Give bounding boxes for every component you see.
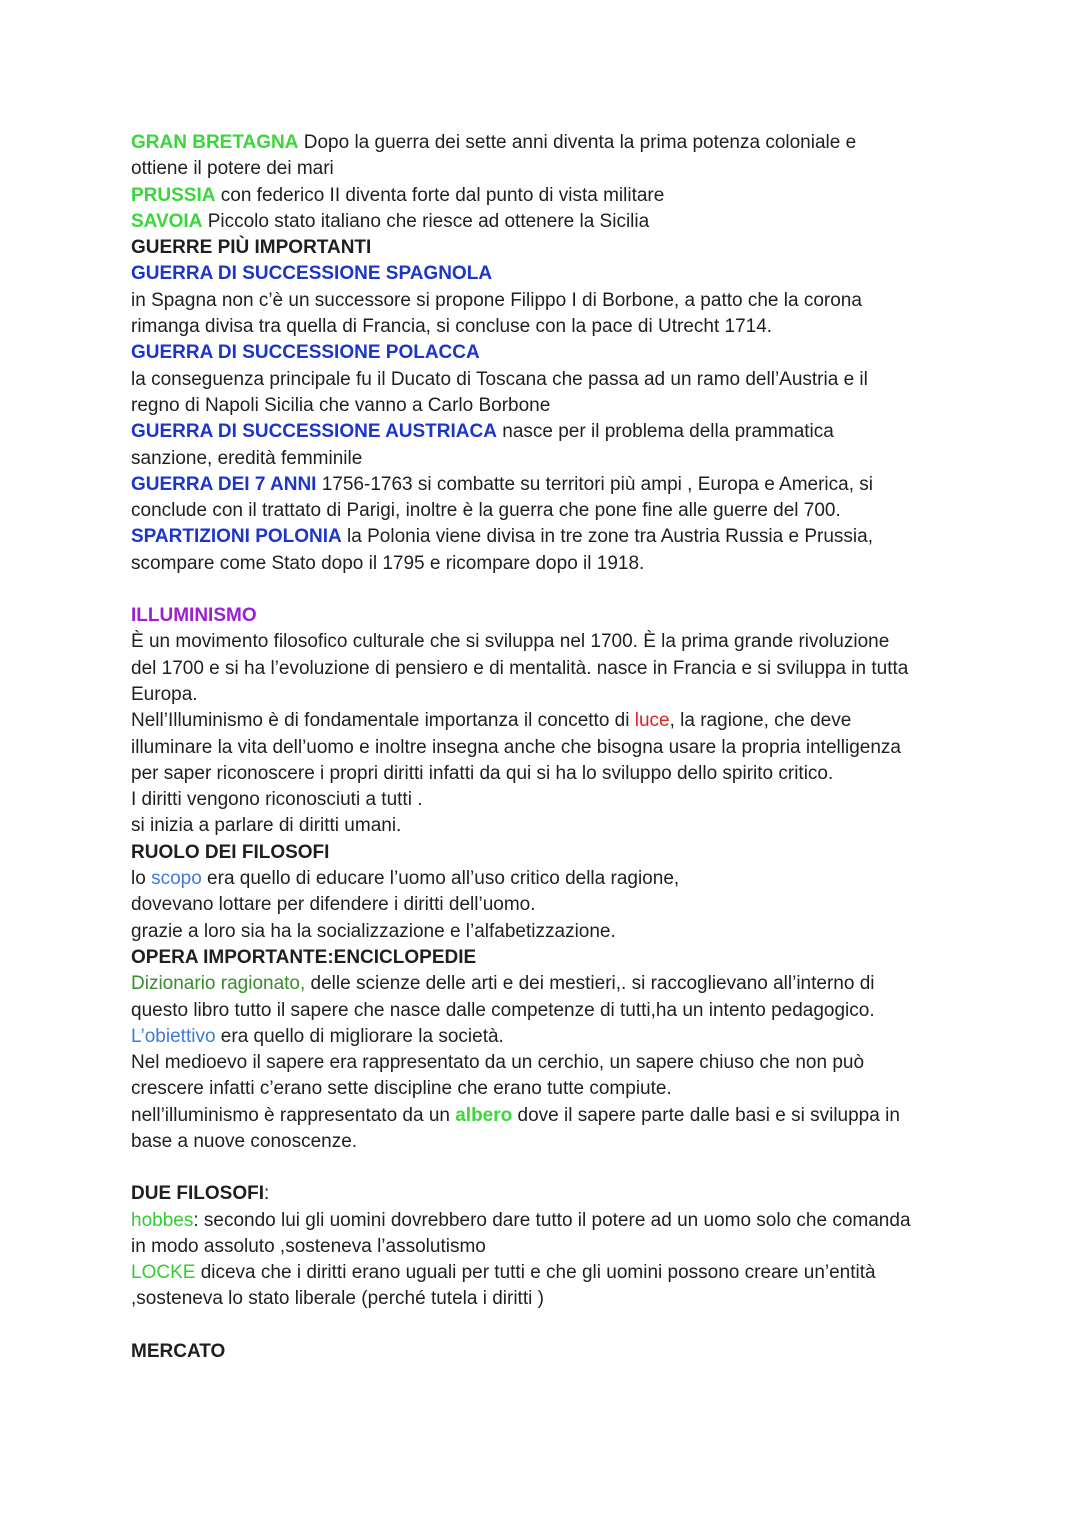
paragraph-line: illuminare la vita dell’uomo e inoltre insegna anche che bisogna usare la propria intelligenza <box>131 736 901 758</box>
philosopher-hobbes: hobbes <box>131 1209 194 1231</box>
paragraph-line: nell’illuminismo è rappresentato da un albero dove il sapere parte dalle basi e si sviluppa in <box>131 1104 900 1126</box>
due-filosofi-heading: DUE FILOSOFI <box>131 1183 264 1205</box>
document-page <box>131 130 961 1365</box>
spacer <box>131 1155 961 1181</box>
powers-savoia: SAVOIA Piccolo stato italiano che riesce ad ottenere la Sicilia <box>131 210 650 232</box>
philosopher-locke: LOCKE <box>131 1262 196 1284</box>
paragraph-line: hobbes: secondo lui gli uomini dovrebbero dare tutto il potere ad un uomo solo che comanda <box>131 1209 911 1231</box>
paragraph-line: dovevano lottare per difendere i diritti dell’uomo. <box>131 894 536 916</box>
war-text: la conseguenza principale fu il Ducato di Toscana che passa ad un ramo dell’Austria e il <box>131 368 868 390</box>
highlight-dizionario: Dizionario ragionato, <box>131 973 306 995</box>
paragraph-line: Europa. <box>131 683 198 705</box>
war-title-polacca: GUERRA DI SUCCESSIONE POLACCA <box>131 342 480 364</box>
filosofi-heading: RUOLO DEI FILOSOFI <box>131 841 330 863</box>
wars-heading: GUERRE PIÙ IMPORTANTI <box>131 237 372 259</box>
war-text: scompare come Stato dopo il 1795 e ricompare dopo il 1918. <box>131 552 645 574</box>
opera-heading: OPERA IMPORTANTE:ENCICLOPEDIE <box>131 946 477 968</box>
paragraph-line: LOCKE diceva che i diritti erano uguali per tutti e che gli uomini possono creare un’entità <box>131 1262 876 1284</box>
highlight-luce: luce <box>634 710 670 732</box>
paragraph-line: del 1700 e si ha l’evoluzione di pensiero e di mentalità. nasce in Francia e si sviluppa in tutta <box>131 657 909 679</box>
paragraph-line: Nel medioevo il sapere era rappresentato da un cerchio, un sapere chiuso che non può <box>131 1052 865 1074</box>
powers-gb-line2: ottiene il potere dei mari <box>131 158 334 180</box>
paragraph-line: I diritti vengono riconosciuti a tutti . <box>131 789 423 811</box>
war-polonia-line1: SPARTIZIONI POLONIA la Polonia viene divisa in tre zone tra Austria Russia e Prussia, <box>131 526 873 548</box>
war-title-austriaca: GUERRA DI SUCCESSIONE AUSTRIACA <box>131 421 497 443</box>
war-title-polonia: SPARTIZIONI POLONIA <box>131 526 342 548</box>
war-text: conclude con il trattato di Parigi, inoltre è la guerra che pone fine alle guerre del 700. <box>131 500 841 522</box>
highlight-scopo: scopo <box>151 868 202 890</box>
war-text: regno di Napoli Sicilia che vanno a Carlo Borbone <box>131 394 551 416</box>
power-name: PRUSSIA <box>131 184 216 206</box>
paragraph-line: in modo assoluto ,sosteneva l’assolutismo <box>131 1235 486 1257</box>
due-filosofi-heading-line: DUE FILOSOFI: <box>131 1183 270 1205</box>
paragraph-line: Dizionario ragionato, delle scienze delle arti e dei mestieri,. si raccoglievano all’interno di <box>131 973 875 995</box>
illuminismo-title: ILLUMINISMO <box>131 605 257 627</box>
paragraph-line: base a nuove conoscenze. <box>131 1130 358 1152</box>
paragraph-line: questo libro tutto il sapere che nasce dalle competenze di tutti,ha un intento pedagogico. <box>131 999 875 1021</box>
power-name: GRAN BRETAGNA <box>131 132 299 153</box>
war-text: sanzione, eredità femminile <box>131 447 363 469</box>
paragraph-line: ,sosteneva lo stato liberale (perché tutela i diritti ) <box>131 1288 544 1310</box>
paragraph-line: Nell’Illuminismo è di fondamentale importanza il concetto di luce, la ragione, che deve <box>131 710 852 732</box>
paragraph-line: grazie a loro sia ha la socializzazione e l’alfabetizzazione. <box>131 920 616 942</box>
war-austriaca-line1: GUERRA DI SUCCESSIONE AUSTRIACA nasce per il problema della prammatica <box>131 421 834 443</box>
spacer <box>131 1313 961 1339</box>
war-title-spagnola: GUERRA DI SUCCESSIONE SPAGNOLA <box>131 263 493 285</box>
paragraph-line: crescere infatti c’erano sette discipline che erano tutte compiute. <box>131 1078 672 1100</box>
paragraph-line: si inizia a parlare di diritti umani. <box>131 815 402 837</box>
paragraph-line: È un movimento filosofico culturale che si sviluppa nel 1700. È la prima grande rivoluzione <box>131 631 890 653</box>
war-text: rimanga divisa tra quella di Francia, si concluse con la pace di Utrecht 1714. <box>131 316 773 338</box>
powers-gb-line1: GRAN BRETAGNA Dopo la guerra dei sette anni diventa la prima potenza coloniale e <box>131 132 857 153</box>
war-text: in Spagna non c’è un successore si propone Filippo I di Borbone, a patto che la corona <box>131 289 862 311</box>
spacer <box>131 577 961 603</box>
highlight-obiettivo: L’obiettivo <box>131 1025 216 1047</box>
power-name: SAVOIA <box>131 210 203 232</box>
war-sette-anni-line1: GUERRA DEI 7 ANNI 1756-1763 si combatte su territori più ampi , Europa e America, si <box>131 473 874 495</box>
paragraph-line: L’obiettivo era quello di migliorare la società. <box>131 1025 504 1047</box>
war-title-sette-anni: GUERRA DEI 7 ANNI <box>131 473 317 495</box>
paragraph-line: per saper riconoscere i propri diritti infatti da qui si ha lo sviluppo dello spirito critico. <box>131 762 834 784</box>
powers-prussia: PRUSSIA con federico II diventa forte dal punto di vista militare <box>131 184 665 206</box>
mercato-heading: MERCATO <box>131 1340 226 1362</box>
highlight-albero: albero <box>455 1104 513 1126</box>
paragraph-line: lo scopo era quello di educare l’uomo all’uso critico della ragione, <box>131 868 680 890</box>
